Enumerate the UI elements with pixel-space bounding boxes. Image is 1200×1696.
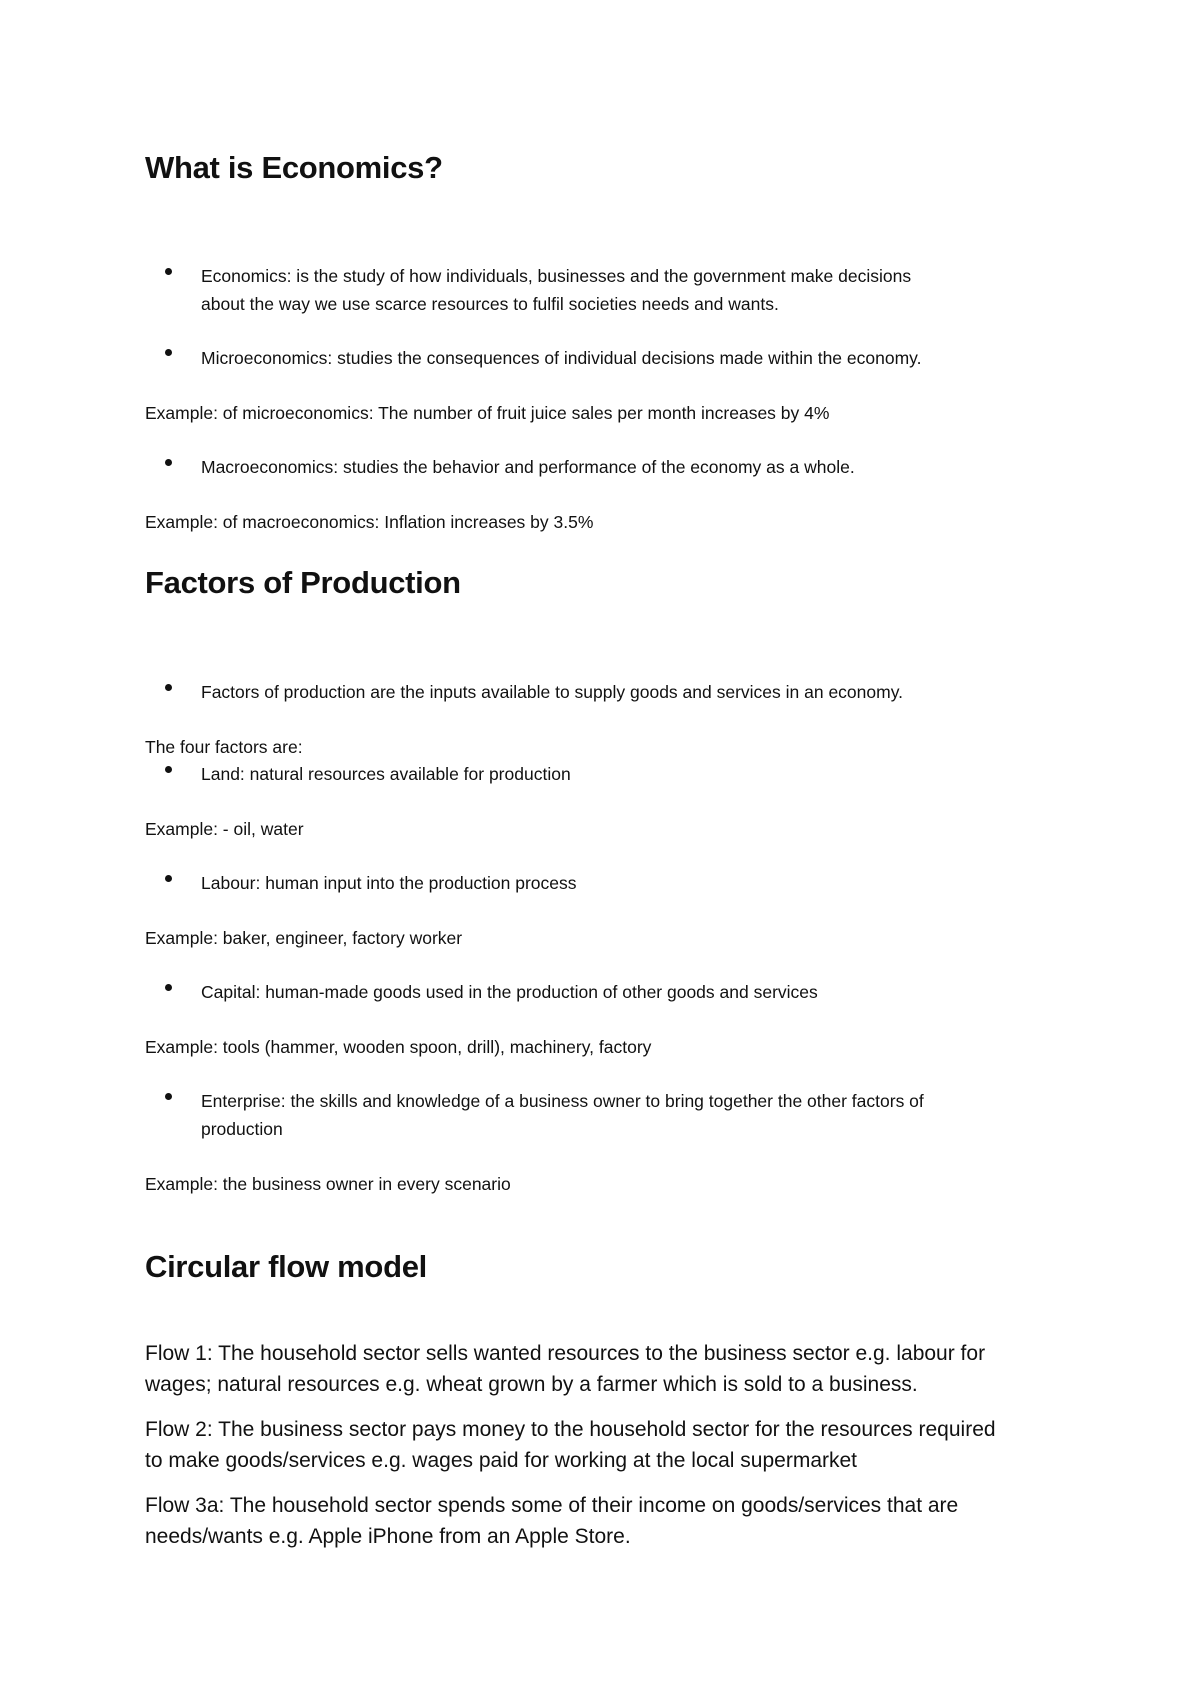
enterprise-example: Example: the business owner in every scenario (145, 1174, 511, 1194)
macroeconomics-example: Example: of macroeconomics: Inflation increases by 3.5% (145, 512, 594, 532)
factor-enterprise-line1: Enterprise: the skills and knowledge of a business owner to bring together the other factors of (201, 1091, 924, 1111)
bullet-icon (165, 1093, 172, 1100)
microeconomics-example: Example: of microeconomics: The number of fruit juice sales per month increases by 4% (145, 403, 830, 423)
heading-factors-of-production: Factors of Production (145, 565, 461, 600)
microeconomics-definition: Microeconomics: studies the consequences of individual decisions made within the economy. (201, 348, 922, 368)
bullet-icon (165, 349, 172, 356)
factor-enterprise-line2: production (201, 1119, 283, 1139)
bullet-icon (165, 268, 172, 275)
flow3a-line2: needs/wants e.g. Apple iPhone from an Apple Store. (145, 1525, 631, 1548)
flow3a-line1: Flow 3a: The household sector spends some of their income on goods/services that are (145, 1494, 959, 1517)
factor-labour: Labour: human input into the production process (201, 873, 577, 893)
land-example: Example: - oil, water (145, 819, 304, 839)
macroeconomics-definition: Macroeconomics: studies the behavior and performance of the economy as a whole. (201, 457, 855, 477)
capital-example: Example: tools (hammer, wooden spoon, drill), machinery, factory (145, 1037, 652, 1057)
four-factors-intro: The four factors are: (145, 737, 303, 757)
bullet-icon (165, 766, 172, 773)
bullet-icon (165, 684, 172, 691)
economics-definition-line1: Economics: is the study of how individuals, businesses and the government make decisions (201, 266, 912, 286)
bullet-icon (165, 875, 172, 882)
heading-circular-flow-model: Circular flow model (145, 1249, 427, 1284)
economics-definition-line2: about the way we use scarce resources to fulfil societies needs and wants. (201, 294, 779, 314)
flow2-line1: Flow 2: The business sector pays money to the household sector for the resources required (145, 1418, 996, 1441)
factor-capital: Capital: human-made goods used in the production of other goods and services (201, 982, 818, 1002)
factors-definition: Factors of production are the inputs available to supply goods and services in an economy. (201, 682, 904, 702)
factor-land: Land: natural resources available for production (201, 764, 571, 784)
heading-what-is-economics: What is Economics? (145, 150, 443, 185)
flow1-line1: Flow 1: The household sector sells wanted resources to the business sector e.g. labour for (145, 1342, 986, 1365)
flow1-line2: wages; natural resources e.g. wheat grown by a farmer which is sold to a business. (145, 1373, 918, 1396)
flow2-line2: to make goods/services e.g. wages paid for working at the local supermarket (145, 1449, 858, 1472)
bullet-icon (165, 459, 172, 466)
labour-example: Example: baker, engineer, factory worker (145, 928, 463, 948)
bullet-icon (165, 984, 172, 991)
